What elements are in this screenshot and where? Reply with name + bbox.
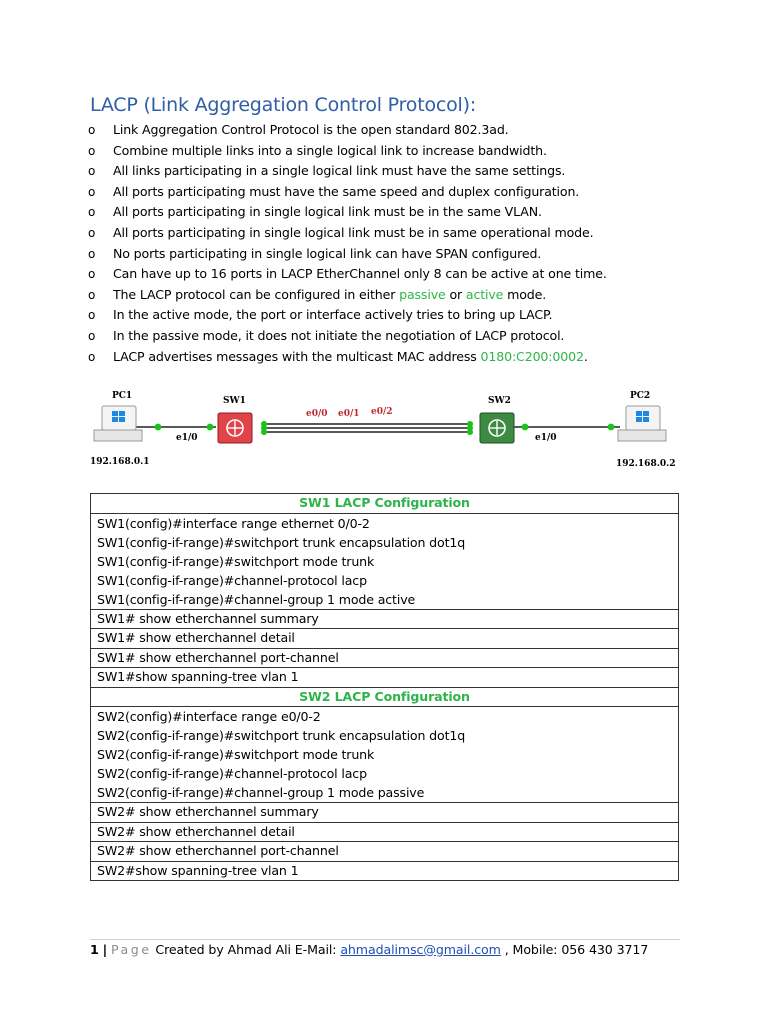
trunk-port-label: e0/2 — [371, 407, 393, 417]
bullet-item — [88, 244, 728, 265]
page-footer — [90, 939, 680, 957]
bullet-text: . — [583, 348, 588, 364]
link-status-dot — [467, 429, 473, 435]
sw2-switch-icon — [480, 413, 514, 443]
config-line: SW1(config-if-range)#channel-group 1 mode active — [97, 591, 416, 607]
bullet-text: All links participating in a single logical link must have the same settings. — [113, 163, 566, 179]
link-status-dot — [522, 424, 529, 431]
show-command: SW1# show etherchannel detail — [91, 629, 679, 649]
trunk-port-label: e0/0 — [306, 409, 328, 419]
bullet-marker: o — [88, 143, 96, 158]
bullet-marker: o — [88, 246, 96, 261]
bullet-item — [88, 120, 728, 141]
bullet-marker: o — [88, 349, 96, 364]
bullet-marker: o — [88, 225, 96, 240]
bullet-text: Link Aggregation Control Protocol is the open standard 802.3ad. — [113, 122, 509, 137]
footer-mobile: , Mobile: 056 430 3717 — [504, 942, 649, 957]
config-line: SW2(config)#interface range e0/0-2 — [97, 709, 321, 724]
show-command: SW1# show etherchannel summary — [91, 609, 679, 629]
pc2-label: PC2 — [630, 391, 651, 401]
sw1-config-block — [91, 513, 679, 609]
sw2-config-heading: SW2 LACP Configuration — [91, 687, 679, 707]
bullet-marker: o — [88, 308, 96, 323]
bullet-marker: o — [88, 267, 96, 282]
page-title: LACP (Link Aggregation Control Protocol): — [90, 94, 477, 116]
network-topology-diagram — [80, 380, 700, 480]
config-line: SW1(config-if-range)#switchport trunk encapsulation dot1q — [97, 534, 466, 550]
bullet-item — [88, 182, 728, 203]
bullet-text: All ports participating must have the same speed and duplex configuration. — [113, 183, 580, 199]
sw2-port-label: e1/0 — [535, 433, 557, 443]
bullet-text: Combine multiple links into a single logical link to increase bandwidth. — [113, 142, 547, 158]
bullet-marker: o — [88, 164, 96, 179]
pc2-computer-icon — [618, 406, 666, 441]
bullet-item — [88, 141, 728, 162]
bullet-text: In the passive mode, it does not initiate the negotiation of LACP protocol. — [113, 327, 565, 343]
show-command: SW2# show etherchannel summary — [91, 803, 679, 823]
highlight-passive: passive — [399, 286, 446, 302]
bullet-marker: o — [88, 287, 96, 302]
footer-separator: | — [102, 942, 108, 957]
link-status-dot — [608, 424, 615, 431]
bullet-text: The LACP protocol can be configured in either — [113, 286, 400, 302]
bullet-list — [88, 120, 728, 367]
bullet-item — [88, 223, 728, 244]
bullet-item — [88, 305, 728, 326]
trunk-port-label: e0/1 — [338, 409, 360, 419]
sw2-config-block — [91, 707, 679, 803]
bullet-text: All ports participating in single logical link must be in the same VLAN. — [113, 204, 542, 220]
link-status-dot — [261, 429, 267, 435]
page-number: 1 — [90, 942, 99, 957]
show-command: SW1# show etherchannel port-channel — [91, 648, 679, 668]
bullet-item — [88, 326, 728, 347]
bullet-marker: o — [88, 123, 96, 137]
highlight-active: active — [465, 286, 504, 302]
bullet-text: LACP advertises messages with the multicast MAC address — [113, 348, 481, 364]
config-line: SW2(config-if-range)#switchport trunk encapsulation dot1q — [97, 728, 466, 743]
bullet-text: In the active mode, the port or interface actively tries to bring up LACP. — [113, 307, 553, 323]
sw1-config-heading: SW1 LACP Configuration — [91, 494, 679, 514]
bullet-text: Can have up to 16 ports in LACP EtherChannel only 8 can be active at one time. — [113, 266, 607, 282]
config-table — [90, 493, 679, 881]
footer-credit: Created by Ahmad Ali E-Mail: — [155, 942, 337, 957]
link-status-dot — [207, 424, 214, 431]
config-line: SW2(config-if-range)#channel-protocol lacp — [97, 766, 367, 781]
bullet-item — [88, 347, 728, 368]
pc1-computer-icon — [94, 406, 142, 441]
bullet-text: All ports participating in single logical link must be in same operational mode. — [113, 224, 594, 240]
bullet-item — [88, 285, 728, 306]
email-link[interactable]: ahmadalimsc@gmail.com — [340, 942, 501, 957]
show-command: SW1#show spanning-tree vlan 1 — [91, 668, 679, 688]
pc1-label: PC1 — [112, 391, 133, 401]
config-line: SW1(config-if-range)#channel-protocol lacp — [97, 572, 367, 588]
show-command: SW2# show etherchannel port-channel — [91, 842, 679, 862]
config-line: SW1(config)#interface range ethernet 0/0-2 — [97, 515, 370, 531]
bullet-marker: o — [88, 184, 96, 199]
show-command: SW2# show etherchannel detail — [91, 822, 679, 842]
bullet-text: or — [445, 286, 466, 302]
show-command: SW2#show spanning-tree vlan 1 — [91, 861, 679, 881]
bullet-text: mode. — [503, 286, 547, 302]
highlight-mac-address: 0180:C200:0002 — [480, 348, 584, 364]
pc1-ip-label: 192.168.0.1 — [90, 457, 150, 467]
page-word: Page — [110, 942, 152, 957]
pc2-ip-label: 192.168.0.2 — [616, 459, 676, 469]
config-line: SW2(config-if-range)#channel-group 1 mode passive — [97, 785, 425, 800]
bullet-marker: o — [88, 328, 96, 343]
link-status-dot — [155, 424, 162, 431]
bullet-marker: o — [88, 205, 96, 220]
bullet-item — [88, 264, 728, 285]
config-line: SW1(config-if-range)#switchport mode trunk — [97, 553, 375, 569]
bullet-item — [88, 161, 728, 182]
bullet-item — [88, 202, 728, 223]
sw2-label: SW2 — [488, 396, 511, 406]
config-line: SW2(config-if-range)#switchport mode trunk — [97, 747, 375, 762]
pc1-port-label: e1/0 — [176, 433, 198, 443]
sw1-label: SW1 — [223, 396, 246, 406]
sw1-switch-icon — [218, 413, 252, 443]
bullet-text: No ports participating in single logical link can have SPAN configured. — [113, 245, 542, 261]
